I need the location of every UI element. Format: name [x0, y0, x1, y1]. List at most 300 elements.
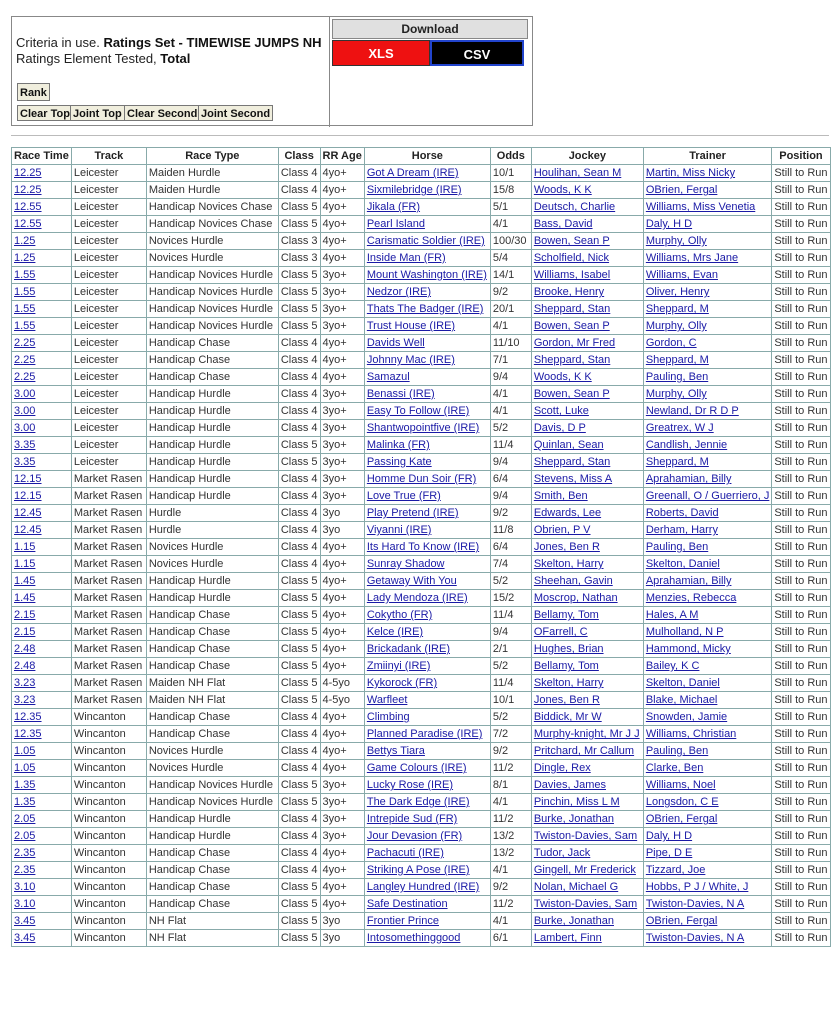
cell-trainer: [643, 182, 772, 199]
trainer-link[interactable]: Mulholland, N P: [645, 626, 724, 638]
trainer-link[interactable]: OBrien, Fergal: [645, 184, 718, 196]
jockey-link[interactable]: Moscrop, Nathan: [533, 592, 618, 604]
race-time-link[interactable]: 1.15: [14, 558, 36, 570]
table-row: [12, 607, 831, 624]
horse-link[interactable]: Pachacuti (IRE): [366, 847, 444, 859]
trainer-link[interactable]: Williams, Christian: [645, 728, 737, 740]
cell-track: Leicester: [71, 437, 146, 454]
trainer-link[interactable]: OBrien, Fergal: [645, 915, 718, 927]
trainer-link[interactable]: Williams, Evan: [645, 269, 718, 281]
horse-link[interactable]: Planned Paradise (IRE): [366, 728, 483, 740]
horse-link[interactable]: Intrepide Sud (FR): [366, 813, 458, 825]
jockey-link[interactable]: Sheppard, Stan: [533, 303, 611, 315]
trainer-link[interactable]: Pauling, Ben: [645, 541, 709, 553]
trainer-link[interactable]: Sheppard, M: [645, 456, 709, 468]
header-track[interactable]: Track: [71, 148, 146, 165]
trainer-link[interactable]: OBrien, Fergal: [645, 813, 718, 825]
race-time-link[interactable]: 1.15: [14, 541, 36, 553]
trainer-link[interactable]: Tizzard, Joe: [645, 864, 706, 876]
horse-link[interactable]: Safe Destination: [366, 898, 448, 910]
jockey-link[interactable]: Pinchin, Miss L M: [533, 796, 620, 808]
cell-race-time: [12, 760, 72, 777]
trainer-link[interactable]: Gordon, C: [645, 337, 697, 349]
race-time-link[interactable]: 2.25: [14, 337, 36, 349]
jockey-link[interactable]: Scholfield, Nick: [533, 252, 610, 264]
cell-odds: 11/8: [490, 522, 531, 539]
jockey-link[interactable]: Biddick, Mr W: [533, 711, 602, 723]
cell-race-type: Handicap Hurdle: [146, 437, 278, 454]
trainer-link[interactable]: Candlish, Jennie: [645, 439, 728, 451]
trainer-link[interactable]: Skelton, Daniel: [645, 558, 720, 570]
trainer-link[interactable]: Skelton, Daniel: [645, 677, 720, 689]
horse-link[interactable]: Jikala (FR): [366, 201, 421, 213]
horse-link[interactable]: Brickadank (IRE): [366, 643, 450, 655]
cell-position: Still to Run: [772, 420, 830, 437]
horse-link[interactable]: Easy To Follow (IRE): [366, 405, 470, 417]
cell-class: Class 5: [278, 607, 320, 624]
trainer-link[interactable]: Murphy, Olly: [645, 320, 707, 332]
table-row: [12, 760, 831, 777]
jockey-link[interactable]: Houlihan, Sean M: [533, 167, 622, 179]
cell-odds: 9/4: [490, 454, 531, 471]
trainer-link[interactable]: Sheppard, M: [645, 354, 709, 366]
horse-link[interactable]: Zmiinyi (IRE): [366, 660, 431, 672]
jockey-link[interactable]: Obrien, P V: [533, 524, 591, 536]
jockey-link[interactable]: OFarrell, C: [533, 626, 588, 638]
race-time-link[interactable]: 3.10: [14, 898, 36, 910]
trainer-link[interactable]: Blake, Michael: [645, 694, 718, 706]
table-row: [12, 335, 831, 352]
cell-horse: [364, 471, 490, 488]
cell-horse: [364, 182, 490, 199]
cell-class: Class 5: [278, 454, 320, 471]
race-time-link[interactable]: 3.45: [14, 932, 36, 944]
cell-class: Class 5: [278, 437, 320, 454]
race-time-link[interactable]: 3.45: [14, 915, 36, 927]
cell-class: Class 4: [278, 556, 320, 573]
header-race-type[interactable]: Race Type: [146, 148, 278, 165]
cell-rr-age: 4-5yo: [320, 692, 364, 709]
horse-link[interactable]: Play Pretend (IRE): [366, 507, 459, 519]
trainer-link[interactable]: Bailey, K C: [645, 660, 700, 672]
jockey-link[interactable]: Tudor, Jack: [533, 847, 591, 859]
csv-button[interactable]: CSV: [430, 40, 524, 66]
header-horse[interactable]: Horse: [364, 148, 490, 165]
horse-link[interactable]: Frontier Prince: [366, 915, 439, 927]
cell-position: Still to Run: [772, 896, 830, 913]
race-time-link[interactable]: 12.55: [14, 218, 42, 230]
trainer-link[interactable]: Hobbs, P J / White, J: [645, 881, 749, 893]
trainer-link[interactable]: Aprahamian, Billy: [645, 473, 732, 485]
race-time-link[interactable]: 1.35: [14, 779, 36, 791]
trainer-link[interactable]: Twiston-Davies, N A: [645, 898, 745, 910]
cell-rr-age: 3yo: [320, 505, 364, 522]
trainer-link[interactable]: Sheppard, M: [645, 303, 709, 315]
race-time-link[interactable]: 3.23: [14, 677, 36, 689]
race-time-link[interactable]: 1.55: [14, 303, 36, 315]
cell-horse: [364, 267, 490, 284]
cell-horse: [364, 777, 490, 794]
table-row: [12, 505, 831, 522]
cell-race-time: [12, 267, 72, 284]
horse-link[interactable]: Cokytho (FR): [366, 609, 433, 621]
joint-second-button[interactable]: Joint Second: [198, 105, 273, 121]
trainer-link[interactable]: Murphy, Olly: [645, 388, 707, 400]
race-time-link[interactable]: 3.35: [14, 439, 36, 451]
trainer-link[interactable]: Hammond, Micky: [645, 643, 731, 655]
criteria-prefix: Criteria in use.: [16, 35, 100, 50]
race-time-link[interactable]: 2.15: [14, 609, 36, 621]
trainer-link[interactable]: Menzies, Rebecca: [645, 592, 737, 604]
jockey-link[interactable]: Williams, Isabel: [533, 269, 611, 281]
jockey-link[interactable]: Bowen, Sean P: [533, 235, 610, 247]
jockey-link[interactable]: Jones, Ben R: [533, 694, 600, 706]
jockey-link[interactable]: Gordon, Mr Fred: [533, 337, 616, 349]
cell-rr-age: 4yo+: [320, 182, 364, 199]
trainer-link[interactable]: Martin, Miss Nicky: [645, 167, 736, 179]
jockey-link[interactable]: Woods, K K: [533, 371, 592, 383]
race-time-link[interactable]: 1.25: [14, 235, 36, 247]
clear-second-button[interactable]: Clear Second: [124, 105, 200, 121]
horse-link[interactable]: Pearl Island: [366, 218, 425, 230]
cell-race-type: Handicap Hurdle: [146, 454, 278, 471]
race-time-link[interactable]: 3.00: [14, 405, 36, 417]
cell-class: Class 4: [278, 420, 320, 437]
race-time-link[interactable]: 3.35: [14, 456, 36, 468]
cell-race-type: Handicap Chase: [146, 335, 278, 352]
jockey-link[interactable]: Dingle, Rex: [533, 762, 591, 774]
trainer-link[interactable]: Williams, Mrs Jane: [645, 252, 739, 264]
race-time-link[interactable]: 1.05: [14, 745, 36, 757]
horse-link[interactable]: Climbing: [366, 711, 410, 723]
jockey-link[interactable]: Brooke, Henry: [533, 286, 605, 298]
race-time-link[interactable]: 1.45: [14, 575, 36, 587]
race-time-link[interactable]: 12.15: [14, 473, 42, 485]
cell-race-time: [12, 250, 72, 267]
race-time-link[interactable]: 1.05: [14, 762, 36, 774]
trainer-link[interactable]: Pauling, Ben: [645, 371, 709, 383]
jockey-link[interactable]: Scott, Luke: [533, 405, 589, 417]
table-row: [12, 437, 831, 454]
horse-link[interactable]: Getaway With You: [366, 575, 457, 587]
horse-link[interactable]: Intosomethinggood: [366, 932, 461, 944]
table-row: [12, 624, 831, 641]
jockey-link[interactable]: Jones, Ben R: [533, 541, 600, 553]
trainer-link[interactable]: Longsdon, C E: [645, 796, 719, 808]
jockey-link[interactable]: Stevens, Miss A: [533, 473, 613, 485]
race-time-link[interactable]: 3.00: [14, 388, 36, 400]
header-rr-age[interactable]: RR Age: [320, 148, 364, 165]
jockey-link[interactable]: Davis, D P: [533, 422, 586, 434]
cell-horse: [364, 403, 490, 420]
horse-link[interactable]: Warfleet: [366, 694, 408, 706]
horse-link[interactable]: Love True (FR): [366, 490, 441, 502]
cell-class: Class 4: [278, 505, 320, 522]
horse-link[interactable]: Samazul: [366, 371, 410, 383]
race-time-link[interactable]: 12.25: [14, 184, 42, 196]
cell-race-time: [12, 556, 72, 573]
cell-odds: 4/1: [490, 862, 531, 879]
race-time-link[interactable]: 2.25: [14, 371, 36, 383]
race-time-link[interactable]: 3.10: [14, 881, 36, 893]
jockey-link[interactable]: Hughes, Brian: [533, 643, 604, 655]
cell-race-time: [12, 726, 72, 743]
trainer-link[interactable]: Murphy, Olly: [645, 235, 707, 247]
clear-top-button[interactable]: Clear Top: [17, 105, 73, 121]
cell-trainer: [643, 488, 772, 505]
cell-rr-age: 4yo+: [320, 743, 364, 760]
race-time-link[interactable]: 2.35: [14, 864, 36, 876]
xls-button[interactable]: XLS: [332, 40, 430, 66]
cell-trainer: [643, 607, 772, 624]
race-time-link[interactable]: 1.35: [14, 796, 36, 808]
cell-odds: 20/1: [490, 301, 531, 318]
jockey-link[interactable]: Burke, Jonathan: [533, 915, 614, 927]
horse-link[interactable]: Got A Dream (IRE): [366, 167, 459, 179]
horse-link[interactable]: Striking A Pose (IRE): [366, 864, 470, 876]
race-time-link[interactable]: 12.25: [14, 167, 42, 179]
race-time-link[interactable]: 2.48: [14, 643, 36, 655]
cell-horse: [364, 539, 490, 556]
trainer-link[interactable]: Greenall, O / Guerriero, J: [645, 490, 770, 502]
horse-link[interactable]: Passing Kate: [366, 456, 432, 468]
trainer-link[interactable]: Snowden, Jamie: [645, 711, 728, 723]
cell-race-time: [12, 386, 72, 403]
cell-track: Market Rasen: [71, 488, 146, 505]
cell-position: Still to Run: [772, 743, 830, 760]
horse-link[interactable]: Homme Dun Soir (FR): [366, 473, 477, 485]
cell-odds: 10/1: [490, 692, 531, 709]
jockey-link[interactable]: Pritchard, Mr Callum: [533, 745, 635, 757]
jockey-link[interactable]: Skelton, Harry: [533, 558, 604, 570]
jockey-link[interactable]: Bowen, Sean P: [533, 388, 610, 400]
cell-position: Still to Run: [772, 318, 830, 335]
horse-link[interactable]: Sunray Shadow: [366, 558, 445, 570]
jockey-link[interactable]: Bellamy, Tom: [533, 660, 599, 672]
trainer-link[interactable]: Pipe, D E: [645, 847, 693, 859]
cell-odds: 5/2: [490, 573, 531, 590]
race-time-link[interactable]: 2.15: [14, 626, 36, 638]
cell-jockey: [531, 454, 643, 471]
header-position[interactable]: Position: [772, 148, 830, 165]
trainer-link[interactable]: Daly, H D: [645, 830, 693, 842]
horse-link[interactable]: Davids Well: [366, 337, 425, 349]
horse-link[interactable]: Benassi (IRE): [366, 388, 435, 400]
horse-link[interactable]: Its Hard To Know (IRE): [366, 541, 480, 553]
cell-race-type: Handicap Chase: [146, 641, 278, 658]
cell-race-time: [12, 505, 72, 522]
table-row: [12, 556, 831, 573]
jockey-link[interactable]: Quinlan, Sean: [533, 439, 604, 451]
horse-link[interactable]: Langley Hundred (IRE): [366, 881, 480, 893]
trainer-link[interactable]: Hales, A M: [645, 609, 699, 621]
race-time-link[interactable]: 2.05: [14, 830, 36, 842]
cell-position: Still to Run: [772, 539, 830, 556]
cell-track: Wincanton: [71, 794, 146, 811]
header-trainer[interactable]: Trainer: [643, 148, 772, 165]
cell-rr-age: 3yo: [320, 522, 364, 539]
cell-position: Still to Run: [772, 556, 830, 573]
cell-trainer: [643, 879, 772, 896]
cell-race-type: Maiden NH Flat: [146, 675, 278, 692]
cell-jockey: [531, 182, 643, 199]
cell-race-type: Handicap Chase: [146, 369, 278, 386]
race-time-link[interactable]: 3.23: [14, 694, 36, 706]
cell-jockey: [531, 522, 643, 539]
race-time-link[interactable]: 2.05: [14, 813, 36, 825]
jockey-link[interactable]: Smith, Ben: [533, 490, 588, 502]
jockey-link[interactable]: Bass, David: [533, 218, 593, 230]
jockey-link[interactable]: Nolan, Michael G: [533, 881, 619, 893]
cell-rr-age: 4yo+: [320, 573, 364, 590]
horse-link[interactable]: Sixmilebridge (IRE): [366, 184, 462, 196]
cell-rr-age: 4yo+: [320, 726, 364, 743]
cell-rr-age: 4yo+: [320, 369, 364, 386]
header-odds[interactable]: Odds: [490, 148, 531, 165]
cell-rr-age: 3yo+: [320, 454, 364, 471]
horse-link[interactable]: Kykorock (FR): [366, 677, 438, 689]
cell-race-time: [12, 437, 72, 454]
cell-trainer: [643, 386, 772, 403]
cell-jockey: [531, 913, 643, 930]
horse-link[interactable]: Lady Mendoza (IRE): [366, 592, 468, 604]
horse-link[interactable]: Malinka (FR): [366, 439, 430, 451]
race-time-link[interactable]: 12.45: [14, 507, 42, 519]
race-time-link[interactable]: 1.55: [14, 286, 36, 298]
jockey-link[interactable]: Bowen, Sean P: [533, 320, 610, 332]
trainer-link[interactable]: Williams, Miss Venetia: [645, 201, 756, 213]
trainer-link[interactable]: Oliver, Henry: [645, 286, 710, 298]
table-row: [12, 743, 831, 760]
cell-class: Class 5: [278, 658, 320, 675]
trainer-link[interactable]: Pauling, Ben: [645, 745, 709, 757]
race-time-link[interactable]: 1.25: [14, 252, 36, 264]
race-time-link[interactable]: 12.45: [14, 524, 42, 536]
cell-track: Market Rasen: [71, 505, 146, 522]
table-body: [12, 165, 831, 947]
cell-horse: [364, 420, 490, 437]
cell-odds: 13/2: [490, 828, 531, 845]
joint-top-button[interactable]: Joint Top: [70, 105, 125, 121]
horse-link[interactable]: Shantwopointfive (IRE): [366, 422, 480, 434]
element-value: Total: [160, 51, 191, 66]
jockey-link[interactable]: Twiston-Davies, Sam: [533, 898, 638, 910]
cell-track: Leicester: [71, 301, 146, 318]
horse-link[interactable]: Lucky Rose (IRE): [366, 779, 454, 791]
header-race-time[interactable]: Race Time: [12, 148, 72, 165]
cell-jockey: [531, 539, 643, 556]
cell-jockey: [531, 641, 643, 658]
jockey-link[interactable]: Burke, Jonathan: [533, 813, 614, 825]
jockey-link[interactable]: Skelton, Harry: [533, 677, 604, 689]
cell-rr-age: 3yo+: [320, 420, 364, 437]
header-class[interactable]: Class: [278, 148, 320, 165]
trainer-link[interactable]: Twiston-Davies, N A: [645, 932, 745, 944]
cell-track: Leicester: [71, 267, 146, 284]
jockey-link[interactable]: Gingell, Mr Frederick: [533, 864, 636, 876]
horse-link[interactable]: Thats The Badger (IRE): [366, 303, 484, 315]
cell-trainer: [643, 862, 772, 879]
trainer-link[interactable]: Newland, Dr R D P: [645, 405, 739, 417]
jockey-link[interactable]: Lambert, Finn: [533, 932, 602, 944]
horse-link[interactable]: Trust House (IRE): [366, 320, 456, 332]
cell-position: Still to Run: [772, 692, 830, 709]
cell-position: Still to Run: [772, 624, 830, 641]
horse-link[interactable]: Nedzor (IRE): [366, 286, 432, 298]
trainer-link[interactable]: Clarke, Ben: [645, 762, 704, 774]
horse-link[interactable]: The Dark Edge (IRE): [366, 796, 470, 808]
rank-button[interactable]: Rank: [17, 83, 50, 101]
jockey-link[interactable]: Bellamy, Tom: [533, 609, 599, 621]
cell-race-time: [12, 862, 72, 879]
jockey-link[interactable]: Woods, K K: [533, 184, 592, 196]
jockey-link[interactable]: Sheehan, Gavin: [533, 575, 613, 587]
race-time-link[interactable]: 1.55: [14, 320, 36, 332]
cell-position: Still to Run: [772, 522, 830, 539]
race-time-link[interactable]: 2.25: [14, 354, 36, 366]
trainer-link[interactable]: Roberts, David: [645, 507, 719, 519]
cell-position: Still to Run: [772, 369, 830, 386]
trainer-link[interactable]: Daly, H D: [645, 218, 693, 230]
cell-odds: 7/1: [490, 352, 531, 369]
race-time-link[interactable]: 12.35: [14, 728, 42, 740]
jockey-link[interactable]: Deutsch, Charlie: [533, 201, 616, 213]
cell-trainer: [643, 352, 772, 369]
trainer-link[interactable]: Aprahamian, Billy: [645, 575, 732, 587]
horse-link[interactable]: Kelce (IRE): [366, 626, 424, 638]
race-time-link[interactable]: 2.48: [14, 660, 36, 672]
horse-link[interactable]: Game Colours (IRE): [366, 762, 467, 774]
cell-horse: [364, 862, 490, 879]
race-time-link[interactable]: 3.00: [14, 422, 36, 434]
race-time-link[interactable]: 12.55: [14, 201, 42, 213]
header-jockey[interactable]: Jockey: [531, 148, 643, 165]
race-time-link[interactable]: 2.35: [14, 847, 36, 859]
cell-rr-age: 4yo+: [320, 845, 364, 862]
cell-rr-age: 4yo+: [320, 590, 364, 607]
horse-link[interactable]: Carismatic Soldier (IRE): [366, 235, 485, 247]
horse-link[interactable]: Bettys Tiara: [366, 745, 425, 757]
cell-trainer: [643, 250, 772, 267]
race-time-link[interactable]: 12.35: [14, 711, 42, 723]
jockey-link[interactable]: Sheppard, Stan: [533, 456, 611, 468]
table-row: [12, 811, 831, 828]
table-row: [12, 777, 831, 794]
horse-link[interactable]: Mount Washington (IRE): [366, 269, 487, 281]
jockey-link[interactable]: Edwards, Lee: [533, 507, 602, 519]
horse-link[interactable]: Johnny Mac (IRE): [366, 354, 455, 366]
jockey-link[interactable]: Murphy-knight, Mr J J: [533, 728, 640, 740]
horse-link[interactable]: Viyanni (IRE): [366, 524, 432, 536]
horse-link[interactable]: Inside Man (FR): [366, 252, 446, 264]
trainer-link[interactable]: Derham, Harry: [645, 524, 718, 536]
race-time-link[interactable]: 1.45: [14, 592, 36, 604]
trainer-link[interactable]: Williams, Noel: [645, 779, 716, 791]
table-row: [12, 182, 831, 199]
race-time-link[interactable]: 12.15: [14, 490, 42, 502]
jockey-link[interactable]: Davies, James: [533, 779, 606, 791]
cell-track: Market Rasen: [71, 624, 146, 641]
jockey-link[interactable]: Sheppard, Stan: [533, 354, 611, 366]
cell-odds: 15/2: [490, 590, 531, 607]
cell-track: Leicester: [71, 199, 146, 216]
trainer-link[interactable]: Greatrex, W J: [645, 422, 714, 434]
jockey-link[interactable]: Twiston-Davies, Sam: [533, 830, 638, 842]
race-time-link[interactable]: 1.55: [14, 269, 36, 281]
cell-class: Class 3: [278, 233, 320, 250]
cell-class: Class 4: [278, 182, 320, 199]
horse-link[interactable]: Jour Devasion (FR): [366, 830, 463, 842]
